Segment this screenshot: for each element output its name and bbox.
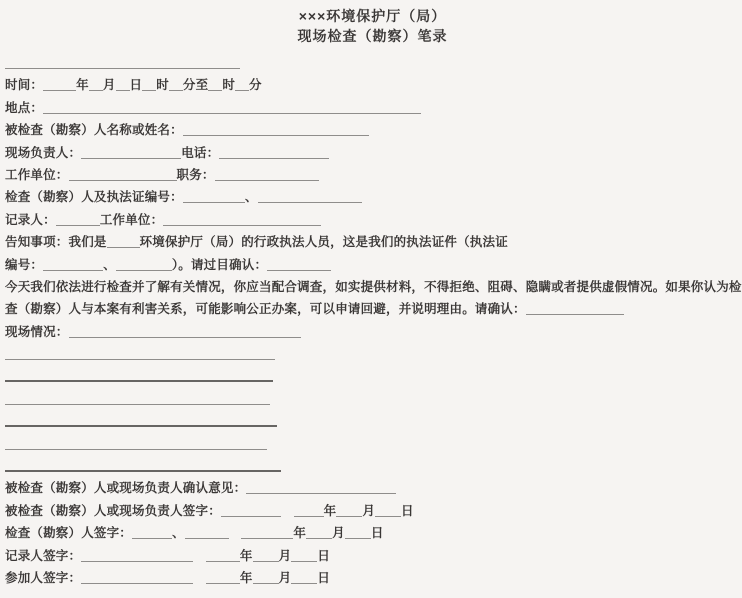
blank-underline xyxy=(253,546,279,562)
blank-underline xyxy=(5,434,267,450)
blank-underline xyxy=(69,322,301,338)
label-text: 编号： xyxy=(5,257,44,272)
label-text: 查（勘察）人与本案有利害关系，可能影响公正办案，可以申请回避，并说明理由。请确认： xyxy=(5,302,526,317)
recorder-line xyxy=(5,209,740,231)
blank-underline xyxy=(163,210,321,226)
label-text: 月 xyxy=(102,78,116,93)
blank-underline xyxy=(43,98,421,114)
label-text xyxy=(193,571,206,585)
label-text: 时间： xyxy=(5,78,44,93)
location-line xyxy=(5,97,740,119)
blank-underline xyxy=(253,568,279,584)
blank-underline xyxy=(291,546,317,562)
blank-underline xyxy=(5,455,281,472)
label-text: 月 xyxy=(278,548,292,563)
label-text: 日 xyxy=(401,503,414,518)
inspected-party-name-line xyxy=(5,119,740,141)
label-text: 环境保护厅（局）的行政执法人员，这是我们的执法证件（执法证 xyxy=(139,235,508,250)
label-text: 年 xyxy=(323,503,337,518)
blank-underline xyxy=(246,478,396,494)
label-text: 电话： xyxy=(181,145,220,160)
blank-underline xyxy=(375,501,401,517)
time-line xyxy=(5,74,740,96)
label-text: 时 xyxy=(222,78,236,93)
blank-underline xyxy=(526,299,624,315)
document-title: 现场检查（勘察）笔录 xyxy=(297,28,448,44)
blank-underline xyxy=(267,255,331,271)
blank-underline xyxy=(5,344,275,360)
inspector-signature-line xyxy=(5,522,740,544)
blank-underline xyxy=(116,75,130,91)
label-text: 记录人签字： xyxy=(5,548,82,563)
label-text: 日 xyxy=(370,526,384,541)
blank-header-line xyxy=(5,52,740,74)
blank-underline xyxy=(235,75,249,91)
blank-underline xyxy=(5,53,240,69)
blank-underline xyxy=(89,75,103,91)
inspected-signature-line xyxy=(5,500,740,522)
inspector-license-line xyxy=(5,186,740,208)
statement-line-1 xyxy=(5,276,740,298)
statement-line-2 xyxy=(5,298,740,320)
blank-underline xyxy=(219,143,329,159)
label-text: 分 xyxy=(249,78,262,93)
blank-line-2 xyxy=(5,365,740,387)
blank-underline xyxy=(5,365,273,382)
label-text: 年 xyxy=(239,548,253,563)
blank-underline xyxy=(241,523,293,539)
blank-underline xyxy=(81,568,193,584)
blank-line-4 xyxy=(5,410,740,432)
blank-underline xyxy=(345,523,371,539)
label-text: 月 xyxy=(362,503,376,518)
label-text: 月 xyxy=(278,570,292,585)
blank-underline xyxy=(208,75,222,91)
label-text: 检查（勘察）人及执法证编号： xyxy=(5,190,183,205)
label-text: 工作单位： xyxy=(99,212,164,227)
label-text xyxy=(229,526,242,540)
work-unit-line xyxy=(5,164,740,186)
site-situation-line xyxy=(5,321,740,343)
label-text: 职务： xyxy=(176,167,215,182)
blank-underline xyxy=(336,501,362,517)
blank-underline xyxy=(221,501,281,517)
blank-line-3 xyxy=(5,388,740,410)
blank-underline xyxy=(5,389,270,405)
blank-underline xyxy=(142,75,156,91)
blank-line-6 xyxy=(5,455,740,477)
blank-underline xyxy=(43,75,76,91)
site-manager-line xyxy=(5,142,740,164)
label-text: 记录人： xyxy=(5,212,56,227)
form-body xyxy=(5,52,740,589)
label-text: 现场负责人： xyxy=(5,145,82,160)
blank-underline xyxy=(306,523,332,539)
label-text: 日 xyxy=(129,78,143,93)
blank-underline xyxy=(132,523,172,539)
blank-underline xyxy=(5,410,277,427)
label-text: 年 xyxy=(293,526,307,541)
label-text xyxy=(193,549,206,563)
notice-line-2 xyxy=(5,254,740,276)
label-text: 月 xyxy=(332,526,345,541)
blank-underline xyxy=(206,568,240,584)
label-text: 、 xyxy=(103,257,116,272)
blank-line-1 xyxy=(5,343,740,365)
label-text: 时 xyxy=(156,78,169,93)
blank-underline xyxy=(69,165,177,181)
label-text: 地点： xyxy=(5,100,44,115)
label-text xyxy=(281,504,294,518)
blank-underline xyxy=(258,187,362,203)
blank-underline xyxy=(185,523,229,539)
blank-underline xyxy=(206,546,240,562)
label-text: 被检查（勘察）人或现场负责人签字： xyxy=(5,503,221,518)
blank-underline xyxy=(116,255,172,271)
label-text: 年 xyxy=(76,78,89,93)
blank-line-5 xyxy=(5,433,740,455)
blank-underline xyxy=(81,546,193,562)
confirm-opinion-line xyxy=(5,477,740,499)
label-text: 、 xyxy=(244,190,258,205)
blank-underline xyxy=(107,232,140,248)
document-org-title: ×××环境保护厅（局） xyxy=(298,8,447,24)
blank-underline xyxy=(56,210,100,226)
label-text: 被检查（勘察）人或现场负责人确认意见： xyxy=(5,481,247,496)
notice-line-1 xyxy=(5,231,740,253)
blank-underline xyxy=(183,120,369,136)
recorder-signature-line xyxy=(5,545,740,567)
label-text: 参加人签字： xyxy=(5,570,82,585)
label-text: 检查（勘察）人签字： xyxy=(5,526,133,541)
blank-underline xyxy=(291,568,317,584)
label-text: 日 xyxy=(317,548,331,563)
label-text: 、 xyxy=(172,526,185,541)
blank-underline xyxy=(215,165,319,181)
label-text: 工作单位： xyxy=(5,167,69,182)
label-text: 现场情况： xyxy=(5,324,69,339)
label-text: ）。请过目确认： xyxy=(171,257,268,272)
participant-signature-line xyxy=(5,567,740,589)
blank-underline xyxy=(183,187,245,203)
blank-underline xyxy=(294,501,324,517)
label-text: 日 xyxy=(317,570,331,585)
blank-underline xyxy=(43,255,103,271)
blank-underline xyxy=(81,143,181,159)
label-text: 分至 xyxy=(182,78,209,93)
label-text: 被检查（勘察）人名称或姓名： xyxy=(5,123,183,138)
label-text: 今天我们依法进行检查并了解有关情况，你应当配合调查，如实提供材料，不得拒绝、阻碍、隐瞒或者提供虚假情况。如果你认为检 xyxy=(5,279,742,294)
label-text: 年 xyxy=(239,570,253,585)
label-text: 告知事项：我们是 xyxy=(5,235,107,250)
blank-underline xyxy=(169,75,183,91)
